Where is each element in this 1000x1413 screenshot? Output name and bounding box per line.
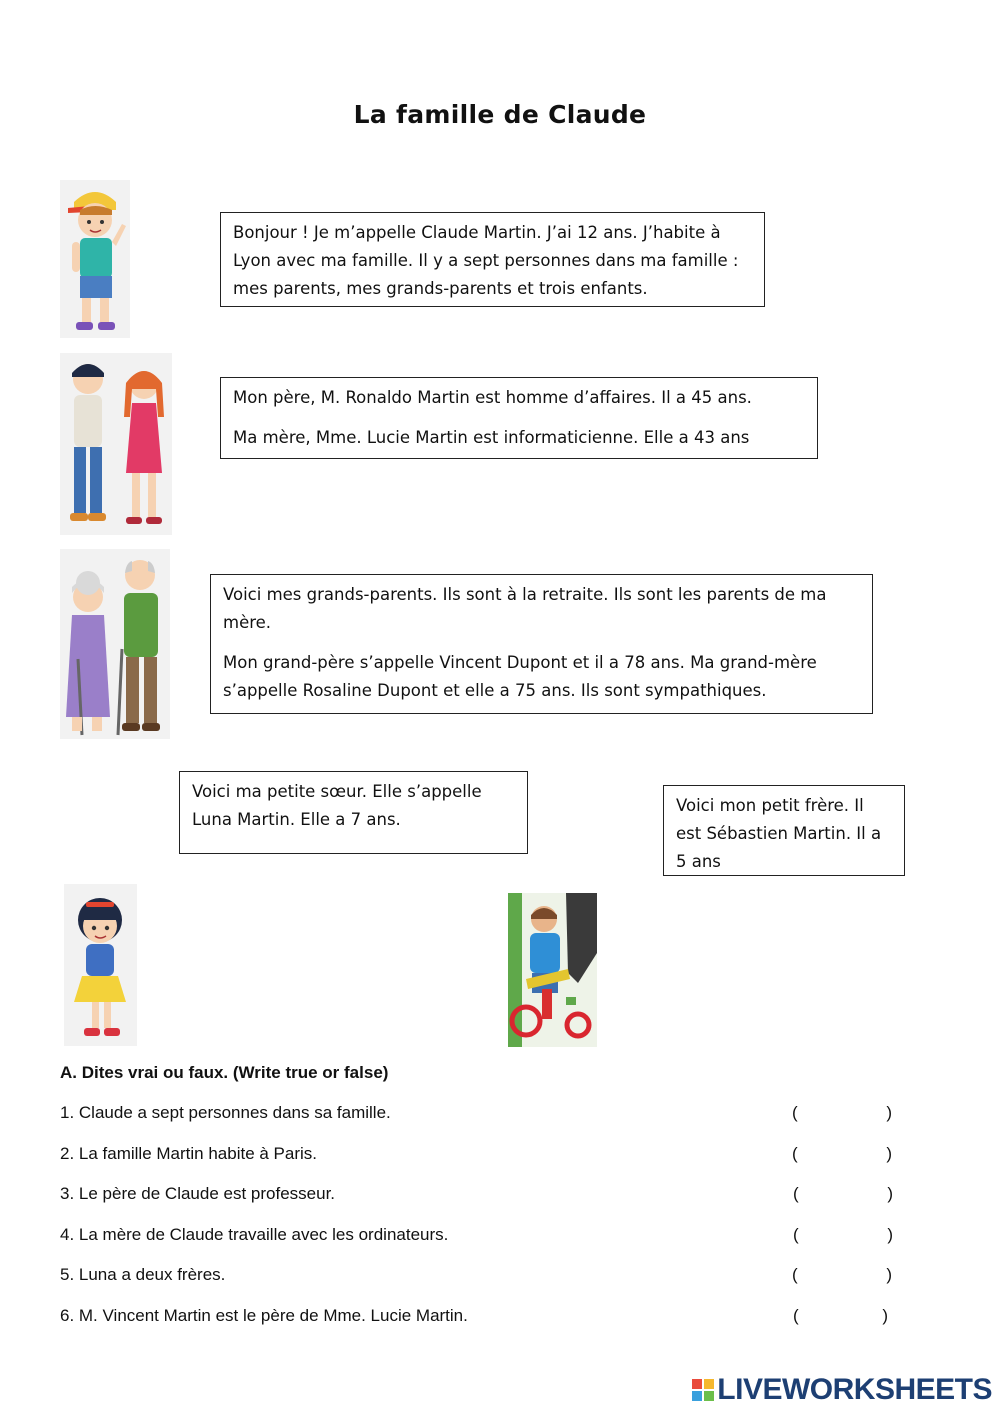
brand-name: LIVEWORKSHEETS — [717, 1373, 992, 1406]
answer-input-2[interactable] — [805, 1144, 879, 1164]
sister-text-box — [179, 771, 528, 854]
exercise-heading: A. Dites vrai ou faux. (Write true or false) — [60, 1063, 389, 1082]
sister-text: Voici ma petite sœur. Elle s’appelle Luna Martin. Elle a 7 ans. — [192, 782, 482, 829]
open-paren: ( — [792, 1103, 798, 1122]
close-paren: ) — [886, 1144, 892, 1163]
question-2: 2. La famille Martin habite à Paris. — [60, 1144, 318, 1163]
answer-6 — [793, 1306, 888, 1326]
answer-1 — [792, 1103, 892, 1123]
grandparents-text-box — [210, 574, 873, 714]
boy-illustration — [60, 180, 130, 338]
intro-text: Bonjour ! Je m’appelle Claude Martin. J’ai 12 ans. J’habite à Lyon avec ma famille. Il y a sept personnes dans ma famille : mes parents, mes grands-parents et trois enfants. — [233, 223, 739, 298]
answer-input-5[interactable] — [805, 1265, 879, 1285]
open-paren: ( — [792, 1144, 798, 1163]
brother-text-box — [663, 785, 905, 876]
open-paren: ( — [793, 1225, 799, 1244]
question-1: 1. Claude a sept personnes dans sa famille. — [60, 1103, 391, 1122]
brother-text: Voici mon petit frère. Il est Sébastien Martin. Il a 5 ans — [676, 796, 882, 871]
close-paren: ) — [882, 1306, 888, 1325]
question-4: 4. La mère de Claude travaille avec les ordinateurs. — [60, 1225, 449, 1244]
grandparents-illustration — [60, 549, 170, 739]
open-paren: ( — [792, 1265, 798, 1284]
liveworksheets-logo — [692, 1373, 992, 1407]
close-paren: ) — [886, 1265, 892, 1284]
answer-4 — [793, 1225, 893, 1245]
answer-2 — [792, 1144, 892, 1164]
question-5: 5. Luna a deux frères. — [60, 1265, 226, 1284]
open-paren: ( — [793, 1184, 799, 1203]
father-text: Mon père, M. Ronaldo Martin est homme d’affaires. Il a 45 ans. — [233, 388, 752, 407]
question-3: 3. Le père de Claude est professeur. — [60, 1184, 336, 1203]
grandparents-text-1: Voici mes grands-parents. Ils sont à la retraite. Ils sont les parents de ma mère. — [223, 585, 827, 632]
open-paren: ( — [793, 1306, 799, 1325]
answer-input-6[interactable] — [804, 1306, 878, 1326]
mother-text: Ma mère, Mme. Lucie Martin est informaticienne. Elle a 43 ans — [233, 428, 750, 447]
close-paren: ) — [887, 1225, 893, 1244]
answer-5 — [792, 1265, 892, 1285]
answer-input-3[interactable] — [806, 1184, 880, 1204]
parents-illustration — [60, 353, 172, 535]
answer-3 — [793, 1184, 893, 1204]
parents-text-box — [220, 377, 818, 459]
liveworksheets-logo-icon — [692, 1379, 714, 1401]
page-title: La famille de Claude — [353, 100, 647, 129]
close-paren: ) — [887, 1184, 893, 1203]
intro-text-box — [220, 212, 765, 307]
answer-input-1[interactable] — [805, 1103, 879, 1123]
answer-input-4[interactable] — [806, 1225, 880, 1245]
tricycle-boy-illustration — [508, 893, 597, 1047]
close-paren: ) — [886, 1103, 892, 1122]
question-6: 6. M. Vincent Martin est le père de Mme. Lucie Martin. — [60, 1306, 468, 1325]
grandparents-text-2: Mon grand-père s’appelle Vincent Dupont et il a 78 ans. Ma grand-mère s’appelle Rosaline Dupont et elle a 75 ans. Ils sont sympathiques. — [223, 653, 817, 700]
girl-illustration — [64, 884, 137, 1046]
